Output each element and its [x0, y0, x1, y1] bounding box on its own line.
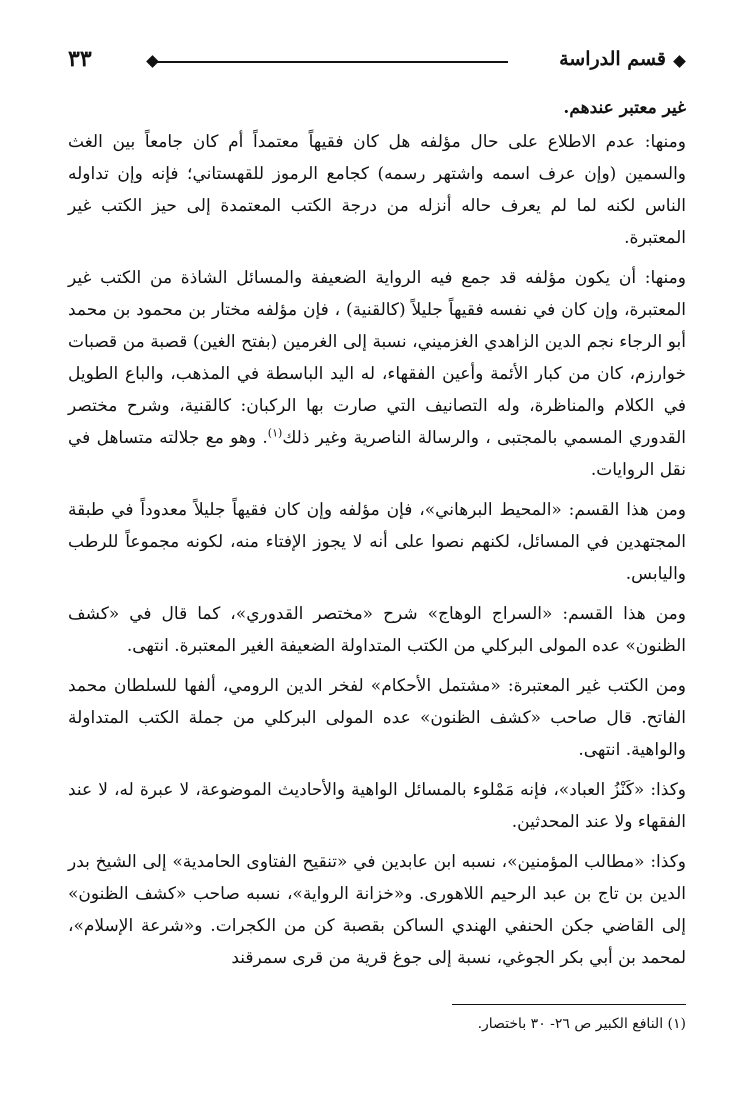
header-rule: [156, 61, 508, 63]
running-header: [68, 40, 686, 80]
footnote-rule: [452, 1004, 686, 1005]
paragraph: ومنها: عدم الاطلاع على حال مؤلفه هل كان فقيهاً معتمداً أم كان جامعاً بين الغث والسمين (وإن عرف اسمه واشتهر رسمه) كجامع الرموز للقهستاني؛ فإنه وإن تداوله الناس لكنه لما لم يعرف حاله أنزله من درجة الكتب المعتمدة إلى حيز الكتب غير المعتبرة.: [68, 132, 686, 248]
paragraph: ومن هذا القسم: «السراج الوهاج» شرح «مختصر القدوري»، كما قال في «كشف الظنون» عده المولى البركلي من الكتب المتداولة الضعيفة الغير المعتبرة. انتهى.: [68, 604, 686, 656]
paragraph: وكذا: «كَنْزُ العباد»، فإنه مَمْلوء بالمسائل الواهية والأحاديث الموضوعة، لا عبرة له، لا عند الفقهاء ولا عند المحدثين.: [68, 780, 686, 832]
footnote-reference: (١): [267, 426, 283, 440]
paragraph: غير معتبر عندهم.: [563, 98, 686, 118]
paragraph: ومن هذا القسم: «المحيط البرهاني»، فإن مؤلفه وإن كان فقيهاً جليلاً معدوداً في طبقة المجتهدين في المسائل، لكنهم نصوا على أنه لا يجوز الإفتاء منه، لكونه مجموعاً للرطب واليابس.: [68, 500, 686, 584]
footnote: (١) النافع الكبير ص ٢٦- ٣٠ باختصار.: [477, 1016, 686, 1032]
paragraph: [68, 262, 686, 486]
page-body: [68, 92, 686, 974]
paragraph: ومن الكتب غير المعتبرة: «مشتمل الأحكام» لفخر الدين الرومي، ألفها للسلطان محمد الفاتح. قال صاحب «كشف الظنون» عده المولى البركلي من جملة الكتب المتداولة والواهية. انتهى.: [68, 676, 686, 760]
paragraph-text: . وهو مع جلالته متساهل في نقل الروايات.: [68, 428, 686, 480]
page-number: ٣٣: [68, 46, 92, 72]
paragraph: وكذا: «مطالب المؤمنين»، نسبه ابن عابدين في «تنقيح الفتاوى الحامدية» إلى الشيخ بدر الدين بن تاج بن عبد الرحيم اللاهورى. و«خزانة الرواية»، نسبه صاحب «كشف الظنون» إلى القاضي جكن الحنفي الهندي الساكن بقصبة كن من الكجرات. و«شرعة الإسلام»، لمحمد بن أبي بكر الجوغي، نسبة إلى جوغ قرية من قرى سمرقند: [68, 852, 686, 968]
book-page: [68, 40, 686, 1060]
paragraph-text: ومنها: أن يكون مؤلفه قد جمع فيه الرواية الضعيفة والمسائل الشاذة من الكتب غير المعتبرة، وإن كان في نفسه فقيهاً جليلاً (كالقنية) ، فإن مؤلفه مختار بن محمود بن محمد أبو الرجاء نجم الدين الزاهدي الغزميني، نسبة إلى الغرمين (بفتح الغين) قصبة من قصبات خوارزم، كان من كبار الأئمة وأعين الفقهاء، له اليد الباسطة في المذهب، والباع الطويل في الكلام والمناظرة، وله التصانيف التي صارت بها الركبان: كالقنية، وشرح مختصر القدوري المسمي بالمجتبى ، والرسالة الناصرية وغير ذلك: [68, 268, 687, 448]
section-title: قسم الدراسة: [559, 48, 666, 70]
header-diamond-icon: [146, 55, 159, 68]
